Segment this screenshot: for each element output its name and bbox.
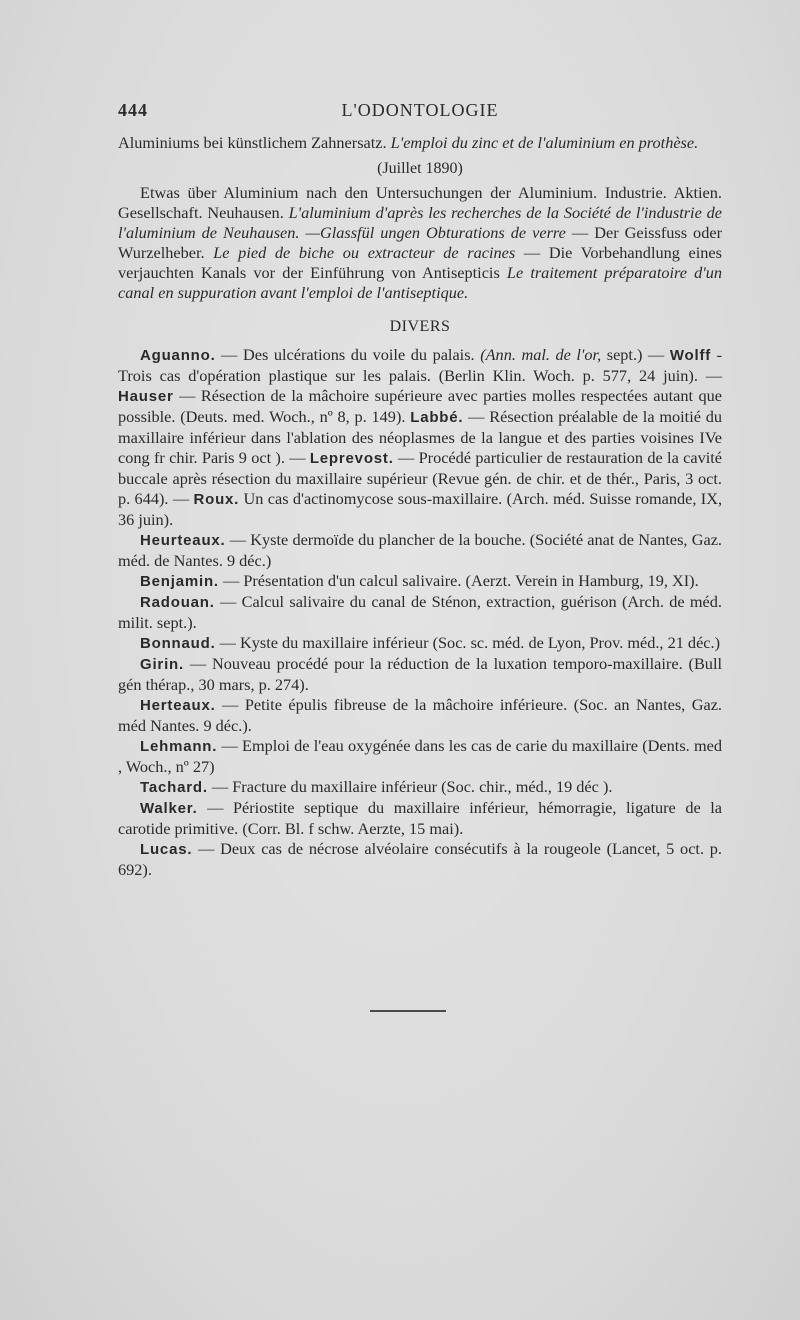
entry-text: — Petite épulis fibreuse de la mâchoire inférieure. (Soc. an Nantes, Gaz. méd Nantes. 9 déc.). [118,695,722,735]
entry-text: — Kyste du maxillaire inférieur (Soc. sc. méd. de Lyon, Prov. méd., 21 déc.) [219,633,721,652]
author-name: Radouan. [140,594,215,611]
author-name: Walker. [140,800,198,817]
author-name: Heurteaux. [140,532,226,549]
entry-text: Un cas d'actinomycose sous-maxillaire. (Arch. méd. Suisse romande, IX, 36 juin). [118,489,723,529]
author-name: Lucas. [140,841,193,858]
author-name: Lehmann. [140,738,218,755]
entry-italic: (Ann. mal. de l'or, [480,345,602,364]
para-text: Etwas über Aluminium nach den Untersuchungen der Aluminium. Industrie. Aktien. Gesellschaft. Neuhausen. [118,183,722,222]
entry-text: — Résection de la mâchoire supérieure avec parties molles respectées autant que possible. (Deuts. med. Woch., nº 8, p. 149). [118,386,722,426]
author-name: Tachard. [140,779,208,796]
entry-text: sept.) [606,345,643,364]
list-item [118,736,722,777]
french-title: L'emploi du zinc et de l'aluminium en prothèse. [390,133,699,152]
list-item [118,654,722,695]
list-item [118,633,722,654]
entry-text: — Des ulcérations du voile du palais. [221,345,475,364]
entry-text: — Deux cas de nécrose alvéolaire consécutifs à la rougeole (Lancet, 5 oct. p. 692). [118,839,722,879]
entry-text: - Trois cas d'opération plastique sur les palais. (Berlin Klin. Woch. p. 577, 24 juin). — [118,345,723,385]
page-body [118,133,722,880]
para-italic: L'aluminium d'après les recherches de la Société de l'industrie de l'aluminium de Neuhausen. —Glassfül ungen Obturations de verre [118,203,722,242]
entry-text: — Résection préalable de la moitié du maxillaire inférieur dans l'ablation des néoplasmes de la langue et des parties voisines IVe cong fr chir. Paris 9 oct ). — [118,407,723,467]
para-text: — Der Geissfuss oder Wurzelheber. [118,223,722,262]
author-name: Girin. [140,656,184,673]
author-name: Benjamin. [140,573,219,590]
author-name: Herteaux. [140,697,216,714]
entry-text: — Procédé particulier de restauration de la cavité buccale après résection du maxillaire supérieur (Revue gén. de chir. et de thér., Paris, 3 oct. p. 644). — [118,448,722,508]
section-title: DIVERS [389,318,451,335]
page-number: 444 [118,100,148,120]
paragraph-aluminium [118,183,722,303]
entry-text: — Emploi de l'eau oxygénée dans les cas de carie du maxillaire (Dents. med , Woch., nº 27) [118,736,722,776]
list-item [118,777,722,798]
divers-paragraph-1: Aguanno. — Des ulcérations du voile du palais. (Ann. mal. de l'or, sept.) — Wolff - Trois cas d'opération plastique sur les palais. (Berlin Klin. Woch. p. 577, 24 juin). — Hauser — Résection de la mâchoire supérieure avec parties molles respectées autant que possible. (Deuts. med. Woch., nº 8, p. 149). Labbé. — Résection préalable de la moitié du maxillaire inférieur dans l'ablation des néoplasmes de la langue et des parties voisines IVe cong fr chir. Paris 9 oct ). — Leprevost. — Procédé particulier de restauration de la cavité buccale après résection du maxillaire supérieur (Revue gén. de chir. et de thér., Paris, 3 oct. p. 644). — Roux. Un cas d'actinomycose sous-maxillaire. (Arch. méd. Suisse romande, IX, 36 juin). [118,345,723,529]
author-name: Roux. [193,491,240,508]
list-item [118,592,722,633]
running-title: L'ODONTOLOGIE [341,100,499,120]
para-text: — Die Vorbehandlung eines verjauchten Kanals vor der Einführung von Antisepticis [118,243,722,282]
entry-text: — Présentation d'un calcul salivaire. (Aerzt. Verein in Hamburg, 19, XI). [222,571,699,590]
author-name: Bonnaud. [140,635,216,652]
author-name: Aguanno. [140,347,216,364]
page-header [118,100,722,124]
entry-text: — Nouveau procédé pour la réduction de la luxation temporo-maxillaire. (Bull gén thérap., 30 mars, p. 274). [118,654,722,694]
date-line: (Juillet 1890) [377,160,463,177]
para-italic: Le pied de biche ou extracteur de racines [213,243,516,262]
entry-text: — Périostite septique du maxillaire inférieur, hémorragie, ligature de la carotide primitive. (Corr. Bl. f schw. Aerzte, 15 mai). [118,798,722,838]
entry-text: — Calcul salivaire du canal de Sténon, extraction, guérison (Arch. de méd. milit. sept.). [118,592,722,632]
entry-text: — Kyste dermoïde du plancher de la bouche. (Société anat de Nantes, Gaz. méd. de Nantes. 9 déc.) [118,530,722,570]
top-paragraph [118,133,722,153]
author-name: Leprevost. [309,450,394,467]
german-title: Aluminiums bei künstlichem Zahnersatz. [118,133,387,152]
list-item [118,530,722,571]
author-name: Labbé. [410,409,464,426]
author-name: Hauser [118,388,174,405]
list-item [118,695,722,736]
list-item [118,839,722,880]
para-italic: Le traitement préparatoire d'un canal en suppuration avant l'emploi de l'antiseptique. [118,263,722,302]
list-item [118,798,722,839]
list-item [118,571,722,592]
entry-text: — Fracture du maxillaire inférieur (Soc. chir., méd., 19 déc ). [211,777,613,796]
author-name: Wolff [669,347,712,364]
closing-rule [370,1010,446,1012]
